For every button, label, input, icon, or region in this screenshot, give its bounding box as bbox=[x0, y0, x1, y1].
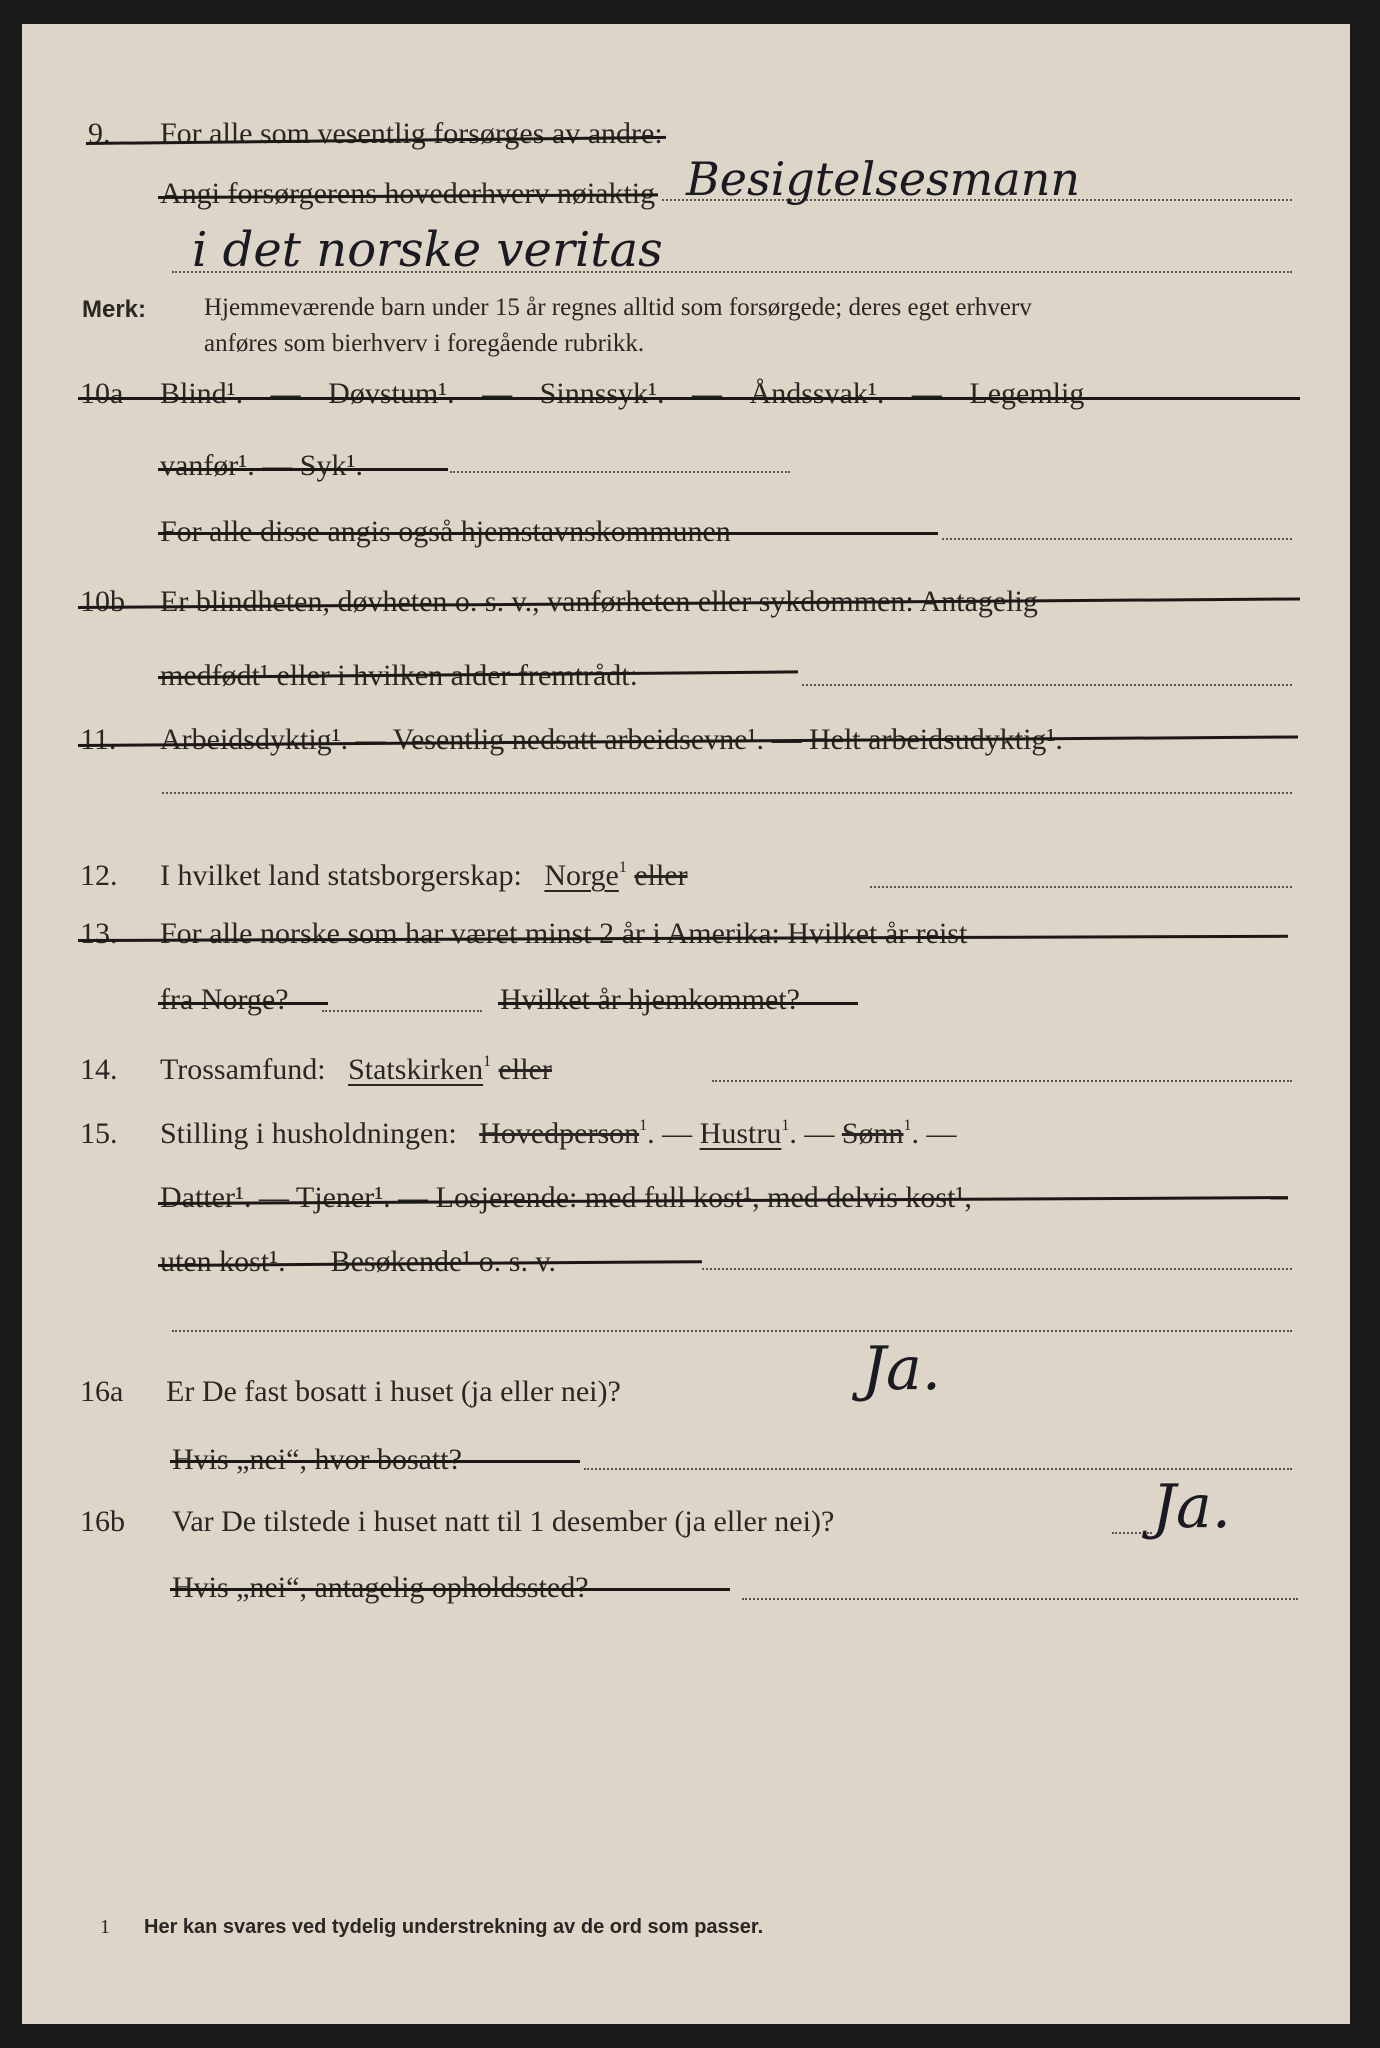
answer-dotted-line bbox=[322, 1010, 482, 1012]
q15-line3: uten kost¹. — Besøkende¹ o. s. v. bbox=[160, 1245, 557, 1278]
q9-handwritten-answer-2: i det norske veritas bbox=[192, 222, 663, 278]
q16a-number: 16a bbox=[80, 1375, 124, 1408]
q15-option-sonn: Sønn bbox=[841, 1117, 904, 1150]
q9-question: For alle som vesentlig forsørges av andre: bbox=[160, 117, 663, 150]
q14-option-eller: eller bbox=[498, 1053, 552, 1086]
answer-dotted-line bbox=[1112, 1532, 1152, 1534]
strike-line bbox=[158, 468, 448, 471]
q11-number: 11. bbox=[80, 723, 117, 756]
q13-line2b: Hvilket år hjemkommet? bbox=[500, 983, 800, 1016]
strike-line bbox=[78, 397, 1300, 400]
q13-line1: For alle norske som har været minst 2 år i Amerika: Hvilket år reist bbox=[160, 917, 968, 950]
q15-option-hustru[interactable]: Hustru bbox=[699, 1117, 782, 1150]
q14-number: 14. bbox=[80, 1053, 118, 1086]
answer-dotted-line bbox=[172, 1330, 1292, 1332]
footnote-text: Her kan svares ved tydelig understrekning av de ord som passer. bbox=[144, 1916, 764, 1938]
answer-dotted-line bbox=[162, 792, 1292, 794]
q14-label: Trossamfund: bbox=[160, 1053, 326, 1086]
answer-dotted-line bbox=[870, 886, 1292, 888]
q12-option-eller: eller bbox=[634, 859, 688, 892]
answer-dotted-line bbox=[802, 684, 1292, 686]
q13-line2a: fra Norge? bbox=[160, 983, 289, 1016]
strike-line bbox=[170, 1460, 580, 1463]
strike-line bbox=[498, 1002, 858, 1005]
q14-option-statskirken[interactable]: Statskirken bbox=[348, 1053, 484, 1086]
answer-dotted-line bbox=[450, 471, 790, 473]
answer-dotted-line bbox=[742, 1598, 1298, 1600]
q15-label: Stilling i husholdningen: bbox=[160, 1117, 457, 1150]
q10a-line2: vanfør¹. — Syk¹. bbox=[160, 449, 363, 482]
q15-line1: Stilling i husholdningen: Hovedperson$^1$. — Hustru$^1$. — Sønn$^1$. — bbox=[160, 1117, 957, 1150]
q16a-sub-question: Hvis „nei“, hvor bosatt? bbox=[172, 1443, 462, 1476]
q16b-handwritten-answer: Ja. bbox=[1152, 1472, 1231, 1542]
q11-line: Arbeidsdyktig¹. — Vesentlig nedsatt arbeidsevne¹. — Helt arbeidsudyktig¹. bbox=[160, 723, 1063, 756]
q15-line2: Datter¹. — Tjener¹. — Losjerende: med full kost¹, med delvis kost¹, bbox=[160, 1181, 972, 1214]
q12-option-norge[interactable]: Norge bbox=[544, 859, 619, 892]
q12-label: I hvilket land statsborgerskap: bbox=[160, 859, 522, 892]
q10a-line3: For alle disse angis også hjemstavnskommunen bbox=[160, 515, 731, 548]
q14-line: Trossamfund: Statskirken$^1$ eller bbox=[160, 1053, 552, 1086]
q10a-line1: Blind¹. — Døvstum¹. — Sinnssyk¹. — Åndssvak¹. — Legemlig bbox=[160, 377, 1085, 410]
q10b-line1: Er blindheten, døvheten o. s. v., vanførheten eller sykdommen: Antagelig bbox=[160, 585, 1038, 618]
answer-dotted-line bbox=[702, 1268, 1292, 1270]
answer-dotted-line bbox=[712, 1080, 1292, 1082]
answer-dotted-line bbox=[584, 1468, 1292, 1470]
q16a-handwritten-answer: Ja. bbox=[862, 1334, 941, 1404]
q10a-number: 10a bbox=[80, 377, 124, 410]
q9-number: 9. bbox=[88, 117, 111, 150]
strike-line bbox=[158, 532, 938, 535]
q16b-number: 16b bbox=[80, 1505, 125, 1538]
q16b-question: Var De tilstede i huset natt til 1 desember (ja eller nei)? bbox=[172, 1505, 835, 1538]
q15-option-hovedperson: Hovedperson bbox=[479, 1117, 640, 1150]
q12-number: 12. bbox=[80, 859, 118, 892]
footnote-marker: 1 bbox=[100, 1916, 110, 1938]
q13-number: 13. bbox=[80, 917, 118, 950]
q12-line: I hvilket land statsborgerskap: Norge$^1$ eller bbox=[160, 859, 688, 892]
merk-note-line2: anføres som bierhverv i foregående rubrikk. bbox=[204, 330, 645, 357]
answer-dotted-line bbox=[942, 538, 1292, 540]
q16a-question: Er De fast bosatt i huset (ja eller nei)? bbox=[166, 1375, 621, 1408]
q10b-number: 10b bbox=[80, 585, 125, 618]
q15-number: 15. bbox=[80, 1117, 118, 1150]
census-form-page bbox=[22, 24, 1350, 2024]
merk-label: Merk: bbox=[82, 296, 147, 323]
q9-handwritten-answer-1: Besigtelsesmann bbox=[686, 152, 1080, 206]
q16b-sub-question: Hvis „nei“, antagelig opholdssted? bbox=[172, 1571, 589, 1604]
merk-note-line1: Hjemmeværende barn under 15 år regnes alltid som forsørgede; deres eget erhverv bbox=[204, 294, 1032, 321]
strike-line bbox=[158, 1002, 328, 1005]
strike-line bbox=[170, 1588, 730, 1591]
q10b-line2: medfødt¹ eller i hvilken alder fremtrådt: bbox=[160, 659, 638, 692]
q9-sub-question: Angi forsørgerens hovederhverv nøiaktig bbox=[160, 177, 656, 210]
